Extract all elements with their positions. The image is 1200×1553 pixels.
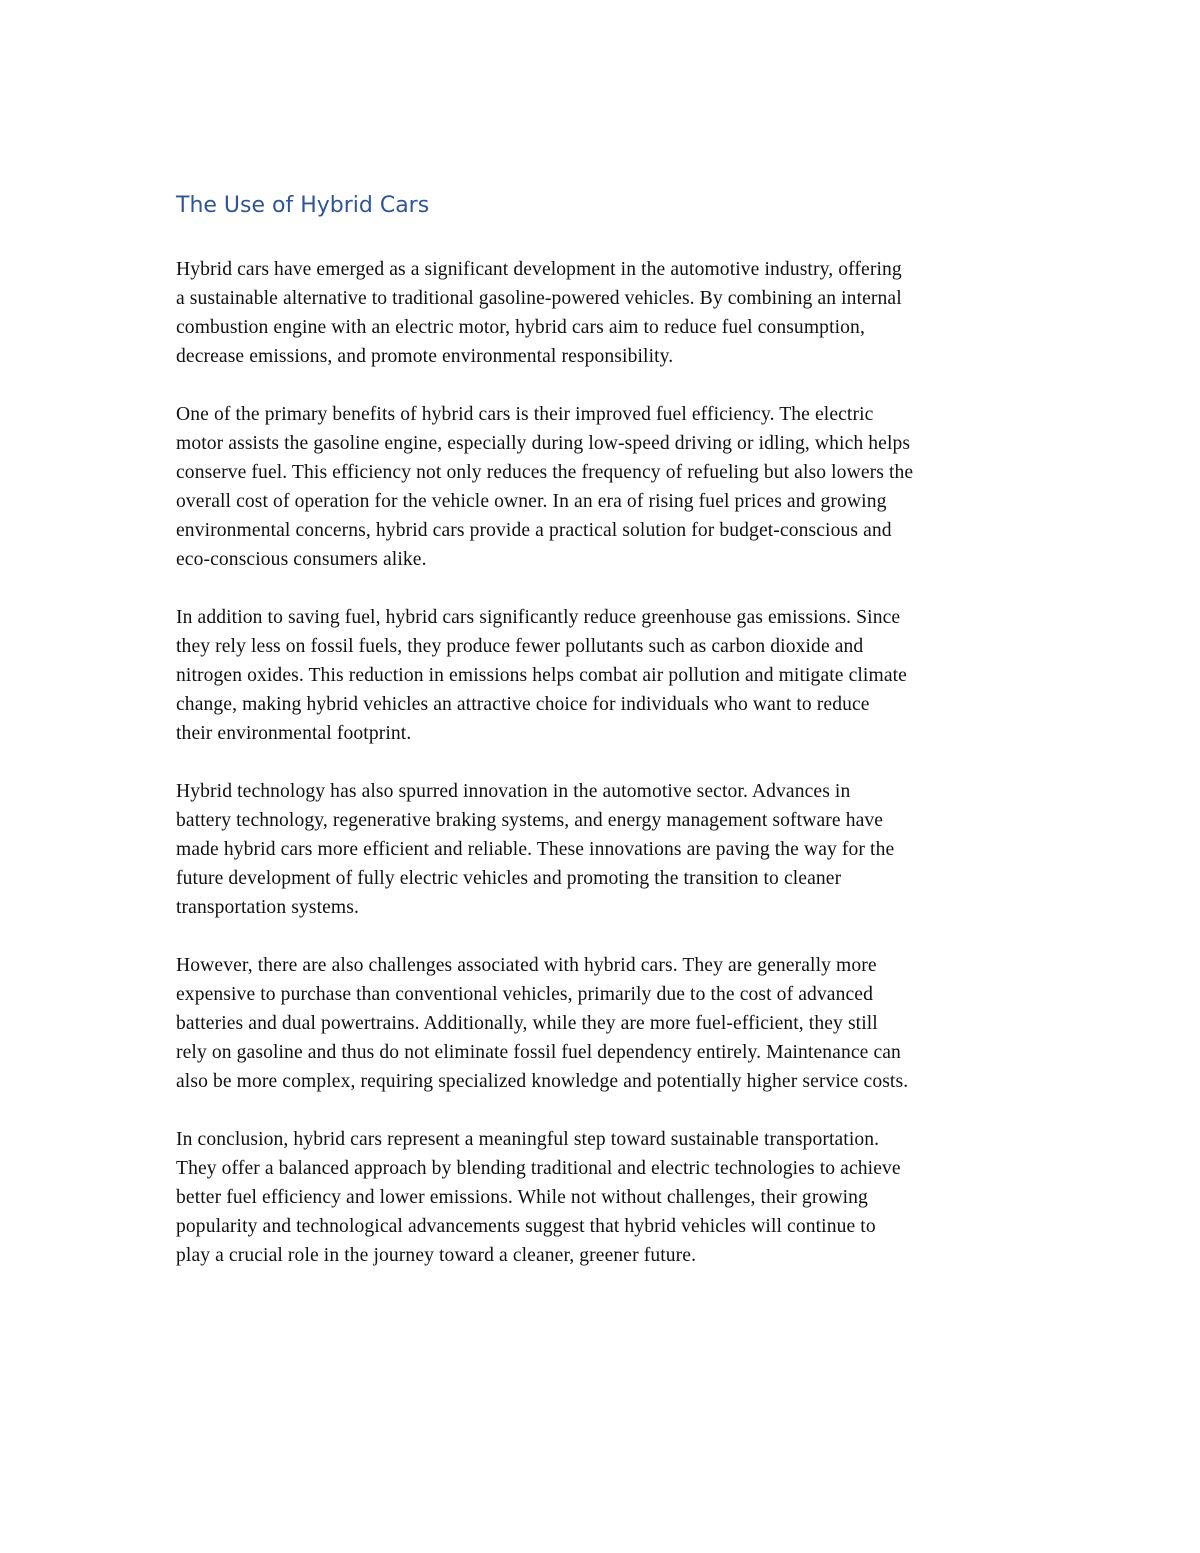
text-line: batteries and dual powertrains. Additionally, while they are more fuel-efficient, they still xyxy=(176,1013,878,1034)
text-line: their environmental footprint. xyxy=(176,723,412,744)
text-line: change, making hybrid vehicles an attractive choice for individuals who want to reduce xyxy=(176,694,870,715)
text-line: eco-conscious consumers alike. xyxy=(176,549,427,570)
text-line: conserve fuel. This efficiency not only reduces the frequency of refueling but also lowers the xyxy=(176,462,914,483)
paragraph-conclusion xyxy=(176,1125,1032,1270)
text-line: In conclusion, hybrid cars represent a meaningful step toward sustainable transportation. xyxy=(176,1129,880,1150)
paragraph-emissions xyxy=(176,603,1032,748)
text-line: In addition to saving fuel, hybrid cars significantly reduce greenhouse gas emissions. Since xyxy=(176,607,901,628)
text-line: environmental concerns, hybrid cars provide a practical solution for budget-conscious and xyxy=(176,520,892,541)
paragraph-challenges xyxy=(176,951,1032,1096)
paragraph-innovation xyxy=(176,777,1032,922)
text-line: a sustainable alternative to traditional gasoline-powered vehicles. By combining an internal xyxy=(176,288,902,309)
paragraph-fuel-efficiency xyxy=(176,400,1032,574)
document-body xyxy=(176,190,1032,1299)
text-line: nitrogen oxides. This reduction in emissions helps combat air pollution and mitigate climate xyxy=(176,665,907,686)
text-line: play a crucial role in the journey toward a cleaner, greener future. xyxy=(176,1245,697,1266)
text-line: popularity and technological advancements suggest that hybrid vehicles will continue to xyxy=(176,1216,876,1237)
text-line: better fuel efficiency and lower emissions. While not without challenges, their growing xyxy=(176,1187,868,1208)
text-line: rely on gasoline and thus do not eliminate fossil fuel dependency entirely. Maintenance can xyxy=(176,1042,901,1063)
text-line: Hybrid cars have emerged as a significant development in the automotive industry, offering xyxy=(176,259,902,280)
text-line: they rely less on fossil fuels, they produce fewer pollutants such as carbon dioxide and xyxy=(176,636,864,657)
text-line: motor assists the gasoline engine, especially during low-speed driving or idling, which helps xyxy=(176,433,911,454)
paragraph-introduction xyxy=(176,255,1032,371)
text-line: decrease emissions, and promote environmental responsibility. xyxy=(176,346,674,367)
text-line: One of the primary benefits of hybrid cars is their improved fuel efficiency. The electric xyxy=(176,404,874,425)
text-line: combustion engine with an electric motor, hybrid cars aim to reduce fuel consumption, xyxy=(176,317,865,338)
text-line: overall cost of operation for the vehicle owner. In an era of rising fuel prices and growing xyxy=(176,491,887,512)
text-line: transportation systems. xyxy=(176,897,359,918)
text-line: They offer a balanced approach by blending traditional and electric technologies to achieve xyxy=(176,1158,901,1179)
text-line: also be more complex, requiring specialized knowledge and potentially higher service costs. xyxy=(176,1071,909,1092)
text-line: battery technology, regenerative braking systems, and energy management software have xyxy=(176,810,884,831)
text-line: Hybrid technology has also spurred innovation in the automotive sector. Advances in xyxy=(176,781,851,802)
text-line: expensive to purchase than conventional vehicles, primarily due to the cost of advanced xyxy=(176,984,873,1005)
text-line: future development of fully electric vehicles and promoting the transition to cleaner xyxy=(176,868,842,889)
text-line: However, there are also challenges associated with hybrid cars. They are generally more xyxy=(176,955,877,976)
document-title: The Use of Hybrid Cars xyxy=(176,193,430,218)
text-line: made hybrid cars more efficient and reliable. These innovations are paving the way for the xyxy=(176,839,895,860)
